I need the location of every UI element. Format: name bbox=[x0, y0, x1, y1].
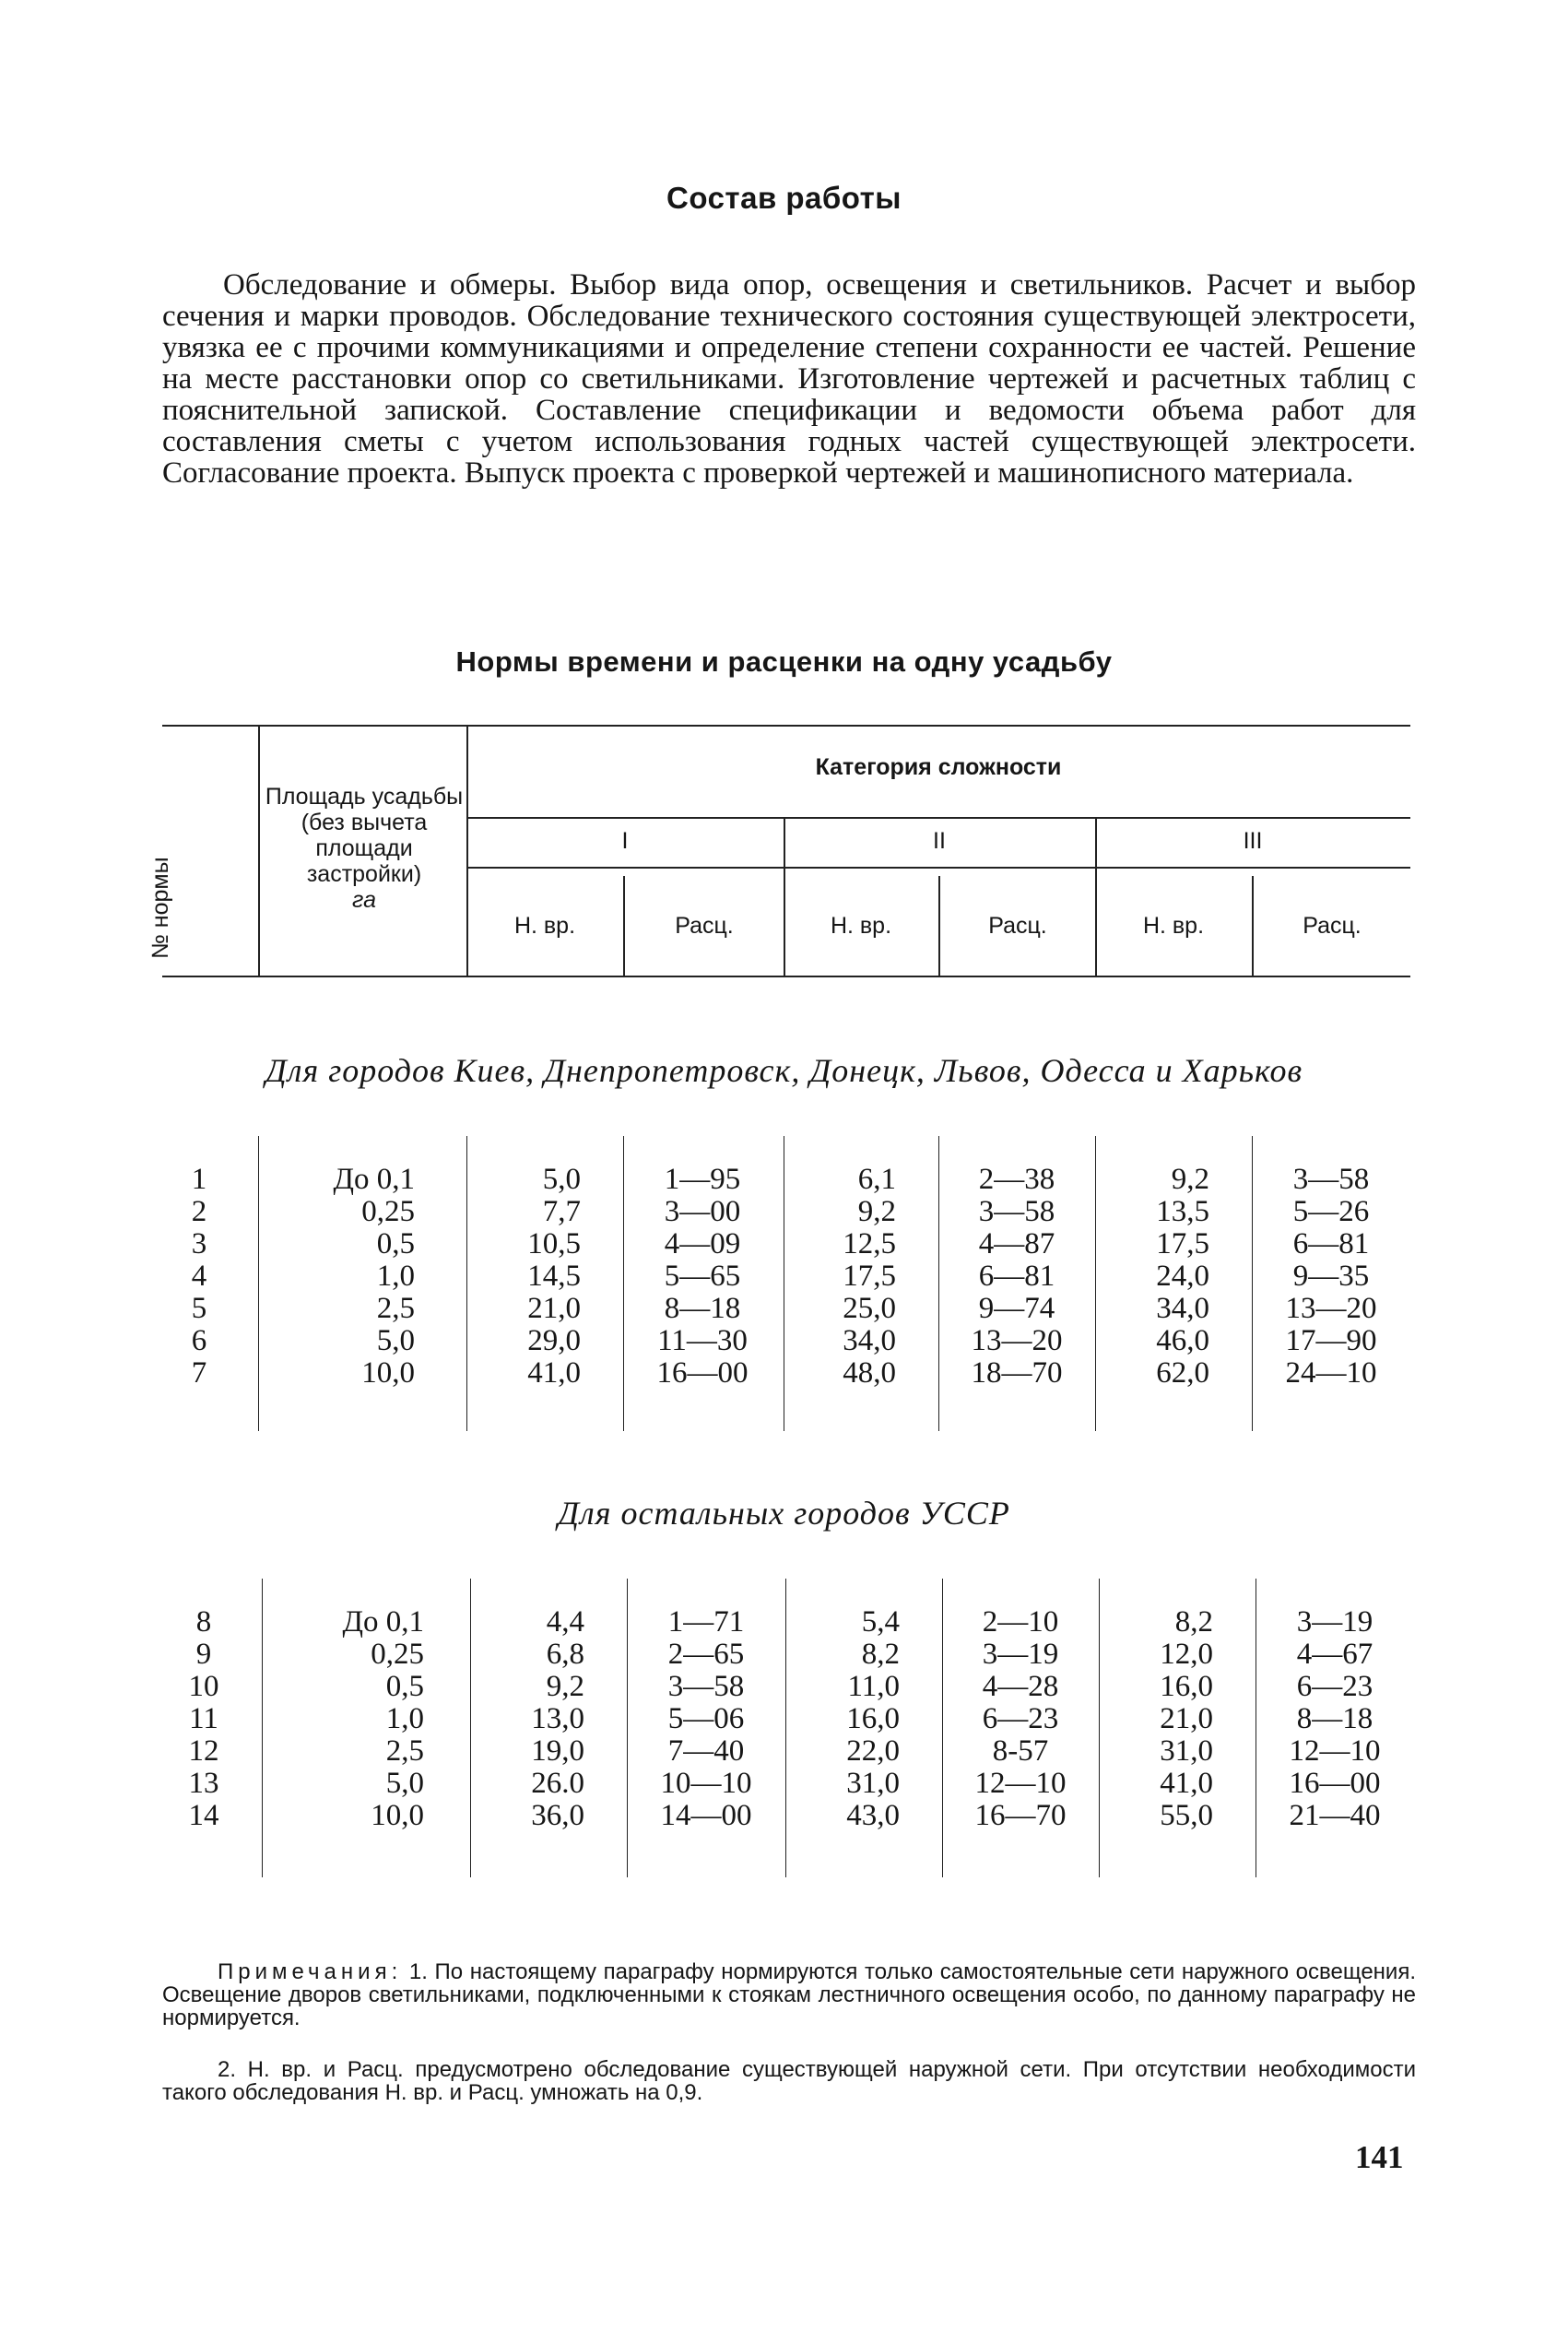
table-cell: 16—00 bbox=[656, 1356, 749, 1390]
table-cell: 34,0 bbox=[843, 1324, 896, 1357]
table-cell: 7,7 bbox=[542, 1195, 581, 1228]
table-cell: 8-57 bbox=[992, 1734, 1049, 1768]
table-cell: 9—35 bbox=[1292, 1260, 1370, 1293]
table-cell: 11 bbox=[189, 1702, 218, 1735]
note-1-text: 1. По настоящему параграфу нормируются только самостоятельные сети наружного освещения. Освещение дворов светильниками, подключенными к стоякам лестничного освещения особо, по данному параграфу не нормируется. bbox=[162, 1959, 1417, 2030]
table-cell: 8—18 bbox=[664, 1292, 741, 1325]
col-divider bbox=[785, 1579, 786, 1877]
col-divider bbox=[942, 1579, 943, 1877]
rasc-header: Расц. bbox=[988, 913, 1047, 939]
col-divider bbox=[623, 1136, 624, 1431]
section-title: Состав работы bbox=[666, 181, 902, 215]
header-bottom-rule bbox=[162, 976, 1410, 977]
category-2: II bbox=[933, 828, 946, 854]
table-cell: 2,5 bbox=[385, 1734, 424, 1768]
table-cell: 36,0 bbox=[531, 1799, 584, 1832]
table-cell: 8,2 bbox=[1174, 1605, 1213, 1639]
table-cell: 16—70 bbox=[974, 1799, 1067, 1832]
col-nvr-2 bbox=[787, 1164, 896, 1390]
col-rasc-2 bbox=[942, 1164, 1091, 1390]
table-cell: 8—18 bbox=[1296, 1702, 1373, 1735]
col-norm bbox=[171, 1164, 227, 1390]
col-divider bbox=[1252, 1136, 1253, 1431]
area-header: Площадь усадьбы (без вычета площади застройки) га bbox=[265, 784, 464, 913]
col-nvr-3 bbox=[1102, 1606, 1213, 1832]
category-3: III bbox=[1243, 828, 1263, 854]
table-cell: 5—26 bbox=[1292, 1195, 1370, 1228]
table-cell: 10—10 bbox=[660, 1767, 752, 1800]
table-cell: 5,4 bbox=[861, 1605, 900, 1639]
table-cell: 0,25 bbox=[371, 1638, 424, 1671]
section-heading-2: Для остальных городов УССР bbox=[558, 1495, 1010, 1532]
table-cell: 4—09 bbox=[664, 1227, 741, 1260]
header-top-rule bbox=[162, 725, 1410, 727]
table-cell: 13—20 bbox=[971, 1324, 1063, 1357]
table-cell: 4—87 bbox=[978, 1227, 1055, 1260]
col-nvr-3 bbox=[1099, 1164, 1209, 1390]
col-divider bbox=[470, 1579, 471, 1877]
table-cell: 41,0 bbox=[527, 1356, 581, 1390]
notes-label: Примечания: bbox=[218, 1959, 403, 1984]
table-cell: 4 bbox=[191, 1260, 207, 1293]
col-nvr-1 bbox=[470, 1164, 581, 1390]
table-cell: 3 bbox=[191, 1227, 207, 1260]
table-cell: 31,0 bbox=[846, 1767, 900, 1800]
col-divider bbox=[627, 1579, 628, 1877]
table-cell: 4—67 bbox=[1296, 1638, 1373, 1671]
table-cell: 5 bbox=[191, 1292, 207, 1325]
table-cell: 0,25 bbox=[361, 1195, 415, 1228]
table-cell: 13,5 bbox=[1156, 1195, 1209, 1228]
table-cell: 6—23 bbox=[1296, 1670, 1373, 1703]
table-cell: 12,0 bbox=[1160, 1638, 1213, 1671]
table-cell: 21—40 bbox=[1289, 1799, 1381, 1832]
nvr-header: Н. вр. bbox=[1142, 913, 1205, 939]
table-cell: 11,0 bbox=[847, 1670, 900, 1703]
table-cell: 24—10 bbox=[1285, 1356, 1377, 1390]
nvr-header: Н. вр. bbox=[830, 913, 892, 939]
table-cell: 3—00 bbox=[664, 1195, 741, 1228]
table-cell: 3—19 bbox=[982, 1638, 1059, 1671]
table-cell: 12 bbox=[188, 1734, 219, 1768]
table-cell: 43,0 bbox=[846, 1799, 900, 1832]
table-cell: 2,5 bbox=[376, 1292, 415, 1325]
norm-number-header: № нормы bbox=[147, 857, 173, 959]
table-cell: 10,5 bbox=[527, 1227, 581, 1260]
col-divider bbox=[258, 1136, 259, 1431]
table-cell: 2—10 bbox=[982, 1605, 1059, 1639]
table-cell: 3—19 bbox=[1296, 1605, 1373, 1639]
col-area bbox=[286, 1606, 424, 1832]
table-cell: 1,0 bbox=[385, 1702, 424, 1735]
table-cell: 1,0 bbox=[376, 1260, 415, 1293]
table-cell: 1 bbox=[191, 1163, 207, 1196]
category-rule bbox=[466, 817, 1410, 819]
table-cell: 21,0 bbox=[1160, 1702, 1213, 1735]
table-cell: 9—74 bbox=[978, 1292, 1055, 1325]
table-cell: 62,0 bbox=[1156, 1356, 1209, 1390]
rasc-header: Расц. bbox=[1303, 913, 1362, 939]
col-divider bbox=[466, 1136, 467, 1431]
table-cell: 6—81 bbox=[1292, 1227, 1370, 1260]
table-cell: 5,0 bbox=[376, 1324, 415, 1357]
col-rasc-1 bbox=[627, 1164, 778, 1390]
table-cell: 29,0 bbox=[527, 1324, 581, 1357]
table-cell: 10,0 bbox=[371, 1799, 424, 1832]
col-divider bbox=[938, 1136, 939, 1431]
table-cell: 0,5 bbox=[385, 1670, 424, 1703]
table-cell: 2 bbox=[191, 1195, 207, 1228]
table-cell: 5—65 bbox=[664, 1260, 741, 1293]
table-cell: 5—06 bbox=[667, 1702, 745, 1735]
table-cell: 5,0 bbox=[542, 1163, 581, 1196]
col-norm bbox=[171, 1606, 236, 1832]
col-rasc-3 bbox=[1259, 1606, 1410, 1832]
table-cell: 6,1 bbox=[857, 1163, 896, 1196]
table-cell: До 0,1 bbox=[342, 1605, 424, 1639]
table-cell: 22,0 bbox=[846, 1734, 900, 1768]
category-header: Категория сложности bbox=[815, 754, 1062, 780]
table-cell: 16,0 bbox=[1160, 1670, 1213, 1703]
col-nvr-1 bbox=[474, 1606, 584, 1832]
page-number: 141 bbox=[1355, 2139, 1404, 2175]
table-cell: 6,8 bbox=[546, 1638, 584, 1671]
table-cell: 18—70 bbox=[971, 1356, 1063, 1390]
table-cell: 13,0 bbox=[531, 1702, 584, 1735]
table-cell: 7 bbox=[191, 1356, 207, 1390]
nvr-header: Н. вр. bbox=[513, 913, 576, 939]
table-cell: 11—30 bbox=[657, 1324, 748, 1357]
col-rasc-3 bbox=[1256, 1164, 1407, 1390]
table-cell: 17,5 bbox=[843, 1260, 896, 1293]
col-divider bbox=[258, 725, 260, 976]
table-cell: 9,2 bbox=[1171, 1163, 1209, 1196]
table-cell: 16—00 bbox=[1289, 1767, 1381, 1800]
col-divider bbox=[1099, 1579, 1100, 1877]
category-1: I bbox=[621, 828, 629, 854]
table-cell: 41,0 bbox=[1160, 1767, 1213, 1800]
table-cell: 48,0 bbox=[843, 1356, 896, 1390]
table-cell: 8,2 bbox=[861, 1638, 900, 1671]
rasc-header: Расц. bbox=[675, 913, 734, 939]
table-cell: 19,0 bbox=[531, 1734, 584, 1768]
table-cell: 25,0 bbox=[843, 1292, 896, 1325]
table-cell: 13 bbox=[188, 1767, 219, 1800]
col-area bbox=[277, 1164, 415, 1390]
section-heading-1: Для городов Киев, Днепропетровск, Донецк, Львов, Одесса и Харьков bbox=[265, 1052, 1303, 1089]
table-cell: 2—65 bbox=[667, 1638, 745, 1671]
table-cell: 26.0 bbox=[531, 1767, 584, 1800]
table-cell: 21,0 bbox=[527, 1292, 581, 1325]
table-cell: 12,5 bbox=[843, 1227, 896, 1260]
table-cell: 9,2 bbox=[857, 1195, 896, 1228]
table-cell: 14,5 bbox=[527, 1260, 581, 1293]
note-2: 2. Н. вр. и Расц. предусмотрено обследование существующей наружной сети. При отсутствии необходимости такого обследования Н. вр. и Расц. умножать на 0,9. bbox=[162, 2057, 1416, 2105]
table-cell: 9,2 bbox=[546, 1670, 584, 1703]
col-nvr-2 bbox=[789, 1606, 900, 1832]
table-title: Нормы времени и расценки на одну усадьбу bbox=[455, 645, 1113, 678]
table-cell: 13—20 bbox=[1285, 1292, 1377, 1325]
subcategory-rule bbox=[466, 867, 1410, 869]
table-cell: 34,0 bbox=[1156, 1292, 1209, 1325]
col-rasc-1 bbox=[631, 1606, 782, 1832]
table-cell: 4,4 bbox=[546, 1605, 584, 1639]
table-cell: 5,0 bbox=[385, 1767, 424, 1800]
table-cell: 14—00 bbox=[660, 1799, 752, 1832]
table-cell: 14 bbox=[188, 1799, 219, 1832]
table-cell: 2—38 bbox=[978, 1163, 1055, 1196]
table-cell: 6—23 bbox=[982, 1702, 1059, 1735]
table-cell: 9 bbox=[195, 1638, 212, 1671]
table-cell: 17,5 bbox=[1156, 1227, 1209, 1260]
table-cell: 1—95 bbox=[664, 1163, 741, 1196]
table-cell: 24,0 bbox=[1156, 1260, 1209, 1293]
table-cell: 3—58 bbox=[1292, 1163, 1370, 1196]
table-cell: 6—81 bbox=[978, 1260, 1055, 1293]
col-rasc-2 bbox=[946, 1606, 1095, 1832]
table-cell: 10 bbox=[188, 1670, 219, 1703]
table-cell: 1—71 bbox=[667, 1605, 745, 1639]
col-divider bbox=[1095, 1136, 1096, 1431]
table-cell: 7—40 bbox=[667, 1734, 745, 1768]
table-cell: 12—10 bbox=[1289, 1734, 1381, 1768]
table-cell: 4—28 bbox=[982, 1670, 1059, 1703]
table-cell: 46,0 bbox=[1156, 1324, 1209, 1357]
table-cell: 0,5 bbox=[376, 1227, 415, 1260]
table-cell: 31,0 bbox=[1160, 1734, 1213, 1768]
work-description: Обследование и обмеры. Выбор вида опор, освещения и светильников. Расчет и выбор сечения и марки проводов. Обследование технического состояния существующей электросети, увязка ее с прочими коммуникациями и определение степени сохранности ее частей. Решение на месте расстановки опор со светильниками. Изготовление чертежей и расчетных таблиц с пояснительной запиской. Составление спецификации и ведомости объема работ для составления сметы с учетом использования годных частей существующей электросети. Согласование проекта. Выпуск проекта с проверкой чертежей и машинописного материала. bbox=[162, 268, 1416, 490]
table-cell: 55,0 bbox=[1160, 1799, 1213, 1832]
col-divider bbox=[262, 1579, 263, 1877]
table-cell: 3—58 bbox=[978, 1195, 1055, 1228]
table-cell: 10,0 bbox=[361, 1356, 415, 1390]
table-cell: 12—10 bbox=[974, 1767, 1067, 1800]
table-cell: До 0,1 bbox=[333, 1163, 415, 1196]
table-cell: 8 bbox=[195, 1605, 212, 1639]
table-cell: 3—58 bbox=[667, 1670, 745, 1703]
table-cell: 17—90 bbox=[1285, 1324, 1377, 1357]
table-cell: 16,0 bbox=[846, 1702, 900, 1735]
note-1 bbox=[162, 1960, 1416, 2029]
table-cell: 6 bbox=[191, 1324, 207, 1357]
